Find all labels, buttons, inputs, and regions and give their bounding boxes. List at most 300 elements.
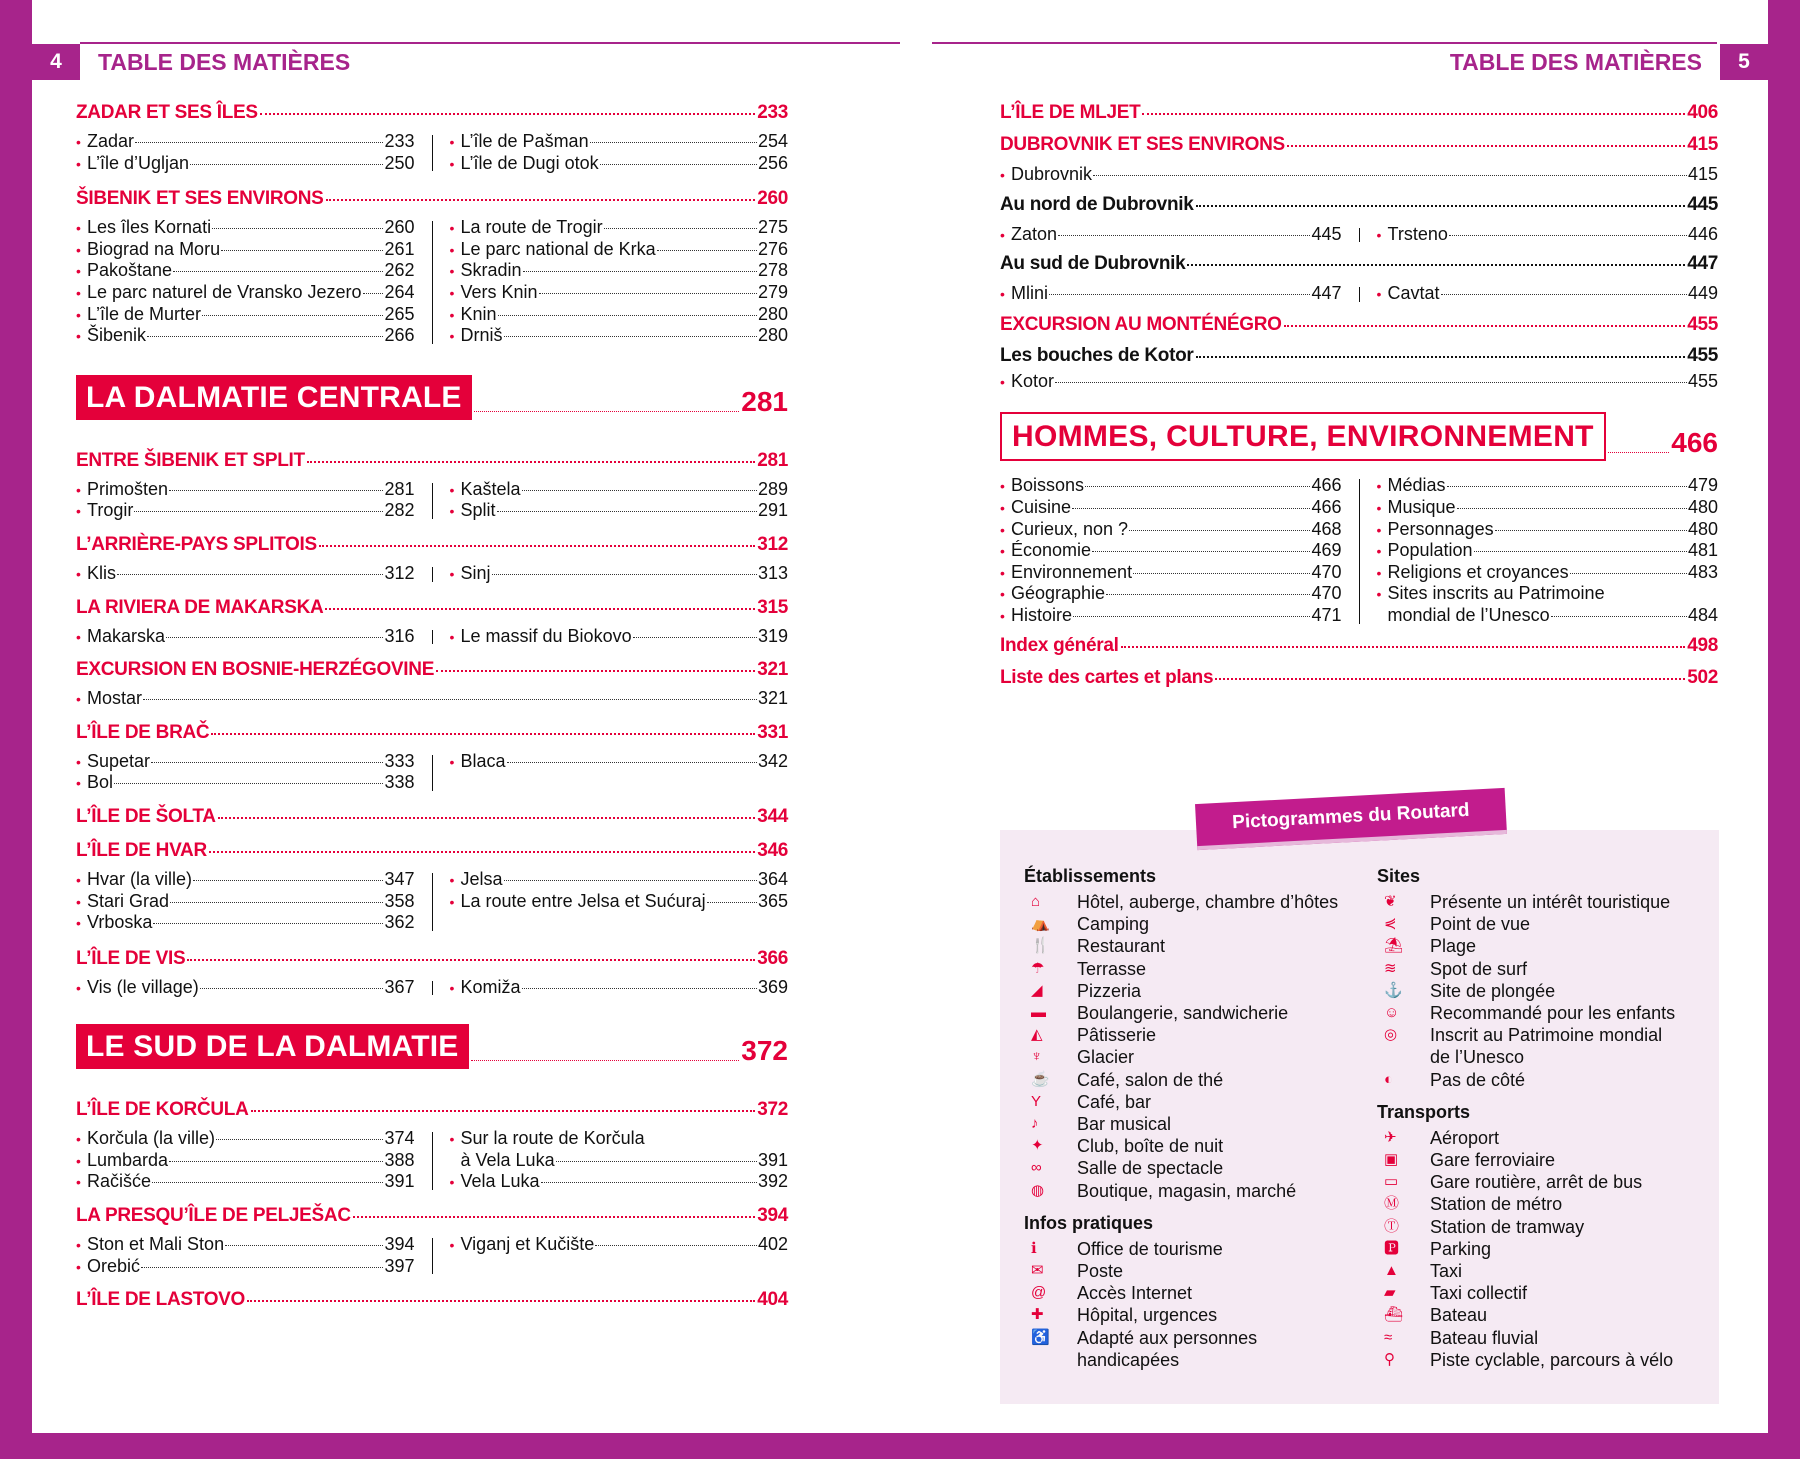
patisserie-icon: ◭ [1031,1026,1043,1044]
entry-page: 233 [384,131,415,151]
bullet: • [1376,543,1382,560]
leader-dots [1129,530,1310,531]
column-separator [432,567,433,582]
leader-dots [1284,325,1686,327]
entry-page: 250 [384,152,415,173]
toc-entry[interactable] [76,563,415,585]
part-title: HOMMES, CULTURE, ENVIRONNEMENT [1000,412,1606,461]
bullet: • [1000,286,1005,303]
boutique-icon: ◍ [1031,1181,1045,1199]
restaurant-icon: 🍴 [1031,937,1050,955]
leader-dots [1049,294,1310,295]
bullet: • [1376,521,1382,538]
toc-entry[interactable] [1377,583,1719,605]
toc-entry[interactable] [1000,519,1342,541]
leader-dots [307,461,755,463]
toc-entry[interactable] [1377,562,1719,584]
toc-entry[interactable] [450,131,789,153]
toc-section[interactable] [76,722,788,744]
leader-dots [200,988,384,989]
bullet: • [1000,543,1005,560]
entry-title: Račišće [87,1171,152,1192]
bullet: • [1000,607,1005,624]
leader-dots [707,902,757,903]
toc-section[interactable] [76,1289,788,1311]
leader-dots [604,228,757,229]
bullet: • [76,565,81,582]
bullet: • [76,775,81,792]
toc-entry[interactable] [450,153,789,175]
entry-page: 392 [757,1171,788,1192]
entry-page: 265 [384,303,415,324]
toc-part-hommes[interactable] [1000,412,1718,461]
page-number-left: 4 [32,44,80,80]
toc-entry[interactable] [450,891,789,913]
toc-items [1000,164,1718,186]
pictogram-label: Gare ferroviaire [1430,1150,1556,1171]
toc-entry[interactable] [450,239,789,261]
bullet: • [76,915,81,932]
pictogram-entry [1024,1282,1354,1304]
toc-entry[interactable] [76,1256,415,1278]
entry-title: Split [460,500,496,521]
leader-dots [141,1267,383,1268]
leader-dots [1085,486,1310,487]
toc-entry[interactable] [76,282,415,304]
entry-page: 364 [757,868,788,889]
leader-dots [1287,145,1685,147]
leader-dots [166,637,383,638]
leader-dots [170,902,383,903]
entry-page: 471 [1311,604,1342,625]
entry-title: L’île de Pašman [460,131,589,151]
leader-dots [134,511,383,512]
pictos-heading-etablissements: Établissements [1024,866,1157,886]
section-title: Au nord de Dubrovnik [1000,193,1194,215]
toc-entry[interactable] [450,563,789,585]
toc-entry[interactable] [450,869,789,891]
leader-dots [1449,235,1687,236]
camping-icon: ⛺ [1031,915,1050,933]
toc-entry[interactable] [1000,605,1342,627]
pictogram-label: Recommandé pour les enfants [1430,1003,1676,1024]
bullet: • [449,628,455,645]
toc-entry[interactable] [76,131,415,153]
entry-title: mondial de l’Unesco [1387,604,1550,625]
bullet: • [449,481,455,498]
toc-section[interactable] [76,840,788,862]
toc-entry[interactable] [1377,497,1719,519]
entry-page: 391 [384,1171,415,1192]
toc-section-dubrovnik[interactable] [1000,134,1718,156]
section-title: Index général [1000,634,1119,656]
pictogram-label: Terrasse [1077,958,1147,979]
leader-dots [556,1161,757,1162]
handicap-icon: ♿ [1031,1328,1050,1346]
part-page: 372 [741,1035,788,1067]
leader-dots [153,923,383,924]
pictogram-label: de l’Unesco [1430,1047,1525,1068]
entry-page: 374 [384,1128,415,1149]
pas-de-cote-icon: ◐ [1384,1070,1394,1088]
bullet: • [76,979,81,996]
entry-page: 319 [757,625,788,646]
entry-title: La route de Trogir [460,217,603,238]
entry-page: 342 [757,750,788,771]
toc-entry[interactable] [1000,540,1342,562]
toc-entry[interactable] [1000,164,1718,186]
entry-page: 369 [757,976,788,997]
toc-items [76,1128,788,1193]
entry-page: 261 [384,238,415,259]
header-title-left: TABLE DES MATIÈRES [98,48,351,75]
entry-title: Mostar [87,688,143,709]
toc-entry[interactable] [450,325,789,347]
leader-dots [1474,551,1687,552]
pictogram-entry [1377,1238,1707,1260]
toc-entry[interactable] [450,500,789,522]
pictogram-entry [1024,1304,1354,1326]
entry-page: 479 [1687,475,1718,496]
pictogram-entry [1024,1327,1354,1349]
toc-items [76,869,788,934]
entry-title: Géographie [1011,583,1106,604]
entry-title: Musique [1387,496,1456,517]
internet-icon: @ [1031,1284,1047,1302]
leader-dots [143,699,757,700]
bullet: • [1000,499,1005,516]
entry-title: Blaca [460,750,506,771]
pictogram-label: Présente un intérêt touristique [1430,892,1671,912]
toc-entry[interactable] [76,479,415,501]
section-title: ZADAR ET SES ÎLES [76,102,258,123]
bullet: • [449,263,455,280]
bullet: • [1000,226,1005,243]
toc-entry[interactable] [450,1150,789,1172]
section-page: 344 [757,805,788,827]
entry-page: 365 [757,890,788,911]
column-separator [432,483,433,519]
toc-entry[interactable] [76,325,415,347]
hotel-icon: ⌂ [1031,893,1041,910]
toc-entry[interactable] [76,977,415,999]
leader-dots [1072,508,1310,509]
bullet: • [76,1174,81,1191]
entry-page: 278 [757,260,788,281]
right-margin-band [1768,0,1800,1459]
pictogram-label: Adapté aux personnes [1077,1327,1258,1348]
toc-section[interactable] [76,1205,788,1227]
toc-section[interactable] [76,806,788,828]
leader-dots [1570,573,1687,574]
entry-page: 469 [1311,540,1342,561]
leader-dots [225,1245,383,1246]
interet-icon: ❦ [1384,893,1397,910]
entry-page: 289 [757,478,788,499]
toc-entry[interactable] [450,1234,789,1256]
bullet: • [1376,286,1382,303]
train-icon: ▣ [1384,1151,1399,1169]
header-rule-right [932,42,1717,44]
entry-title: Boissons [1011,475,1085,496]
pictogram-entry [1377,1069,1707,1091]
toc-entry[interactable] [76,626,415,648]
toc-entry[interactable] [1000,224,1342,246]
toc-subsection-sud[interactable] [1000,253,1718,275]
entry-title: Médias [1387,475,1446,496]
toc-entry[interactable] [76,304,415,326]
toc-section[interactable] [76,1099,788,1121]
toc-part[interactable] [76,1024,788,1069]
toc-entry[interactable] [1000,475,1342,497]
bullet: • [1000,564,1005,581]
toc-entry[interactable] [450,1171,789,1193]
entry-title: à Vela Luka [460,1149,555,1170]
toc-entry[interactable] [76,500,415,522]
pictos-left-column [1024,865,1354,1371]
entry-title: Pakoštane [87,260,173,281]
pictogram-label: Restaurant [1077,936,1166,957]
entry-title: Trogir [87,500,134,521]
entry-page: 447 [1311,283,1342,304]
toc-entry[interactable] [1377,475,1719,497]
entry-page: 275 [757,217,788,238]
toc-section-index[interactable] [1000,635,1718,657]
section-page: 321 [757,659,788,681]
toc-items [1000,475,1718,626]
pictogram-label: Boutique, magasin, marché [1077,1180,1297,1201]
entry-page: 291 [757,500,788,521]
toc-entry[interactable] [450,1128,789,1150]
entry-title: Cavtat [1387,283,1440,304]
section-page: 498 [1687,634,1718,656]
leader-dots [1551,616,1687,617]
leader-dots [595,1245,757,1246]
bullet: • [449,1131,455,1148]
section-title: Liste des cartes et plans [1000,666,1214,688]
leader-dots [216,1139,383,1140]
toc-entry[interactable] [76,1234,415,1256]
section-page: 312 [757,533,788,555]
toc-entry[interactable] [76,891,415,913]
toc-entry[interactable] [450,217,789,239]
pictogram-entry [1377,958,1707,980]
bullet: • [76,220,81,237]
leader-dots [147,336,383,337]
entry-page: 415 [1687,164,1718,184]
toc-entry[interactable] [76,751,415,773]
entry-title: L’île de Dugi otok [460,152,599,173]
club-icon: ✦ [1031,1137,1044,1155]
pictogram-entry [1377,1349,1707,1371]
part-page: 466 [1671,427,1718,459]
pictogram-label: Site de plongée [1430,980,1556,1001]
pictos-heading-transports: Transports [1377,1101,1471,1122]
column-separator [432,981,433,996]
pictogram-label: Gare routière, arrêt de bus [1430,1172,1643,1193]
toc-entry[interactable] [76,153,415,175]
pictogram-entry [1377,1046,1707,1068]
entry-page: 446 [1687,223,1718,244]
leader-dots [319,545,755,547]
leader-dots [152,1182,383,1183]
column-separator [1359,228,1360,243]
toc-entry[interactable] [1000,583,1342,605]
toc-section-cartes[interactable] [1000,667,1718,689]
column-separator [432,873,433,931]
toc-entry[interactable] [1000,497,1342,519]
pictogram-entry [1024,1091,1354,1113]
bullet: • [1376,499,1382,516]
leader-dots [1092,551,1310,552]
taxi-collectif-icon: ▰ [1384,1284,1396,1302]
leader-dots [600,164,757,165]
leader-dots [507,762,757,763]
leader-dots [325,608,755,610]
toc-entry[interactable] [76,912,415,934]
header-rule-left [80,42,900,44]
tram-icon: Ⓣ [1384,1217,1400,1235]
toc-entry[interactable] [76,260,415,282]
entry-title: Primošten [87,478,169,499]
pictogram-entry [1024,935,1354,957]
toc-entry[interactable] [1377,605,1719,627]
leader-dots [135,142,383,143]
leader-dots [1495,530,1687,531]
glacier-icon: ♆ [1031,1048,1043,1066]
entry-title: Biograd na Moru [87,238,221,259]
bullet: • [449,565,455,582]
leader-dots [151,762,383,763]
toc-entry[interactable] [76,1150,415,1172]
surf-icon: ≋ [1384,959,1397,977]
bullet: • [1376,478,1382,495]
entry-title: Histoire [1011,604,1073,625]
bar-musical-icon: ♪ [1031,1115,1039,1133]
toc-section[interactable] [76,102,788,124]
leader-dots [539,293,757,294]
bullet: • [449,220,455,237]
section-title: L’ÎLE DE HVAR [76,839,207,861]
column-separator [432,1238,433,1274]
entry-title: Zaton [1011,223,1058,244]
leader-dots [221,250,383,251]
entry-title: La route entre Jelsa et Sućuraj [460,890,706,911]
section-title: EXCURSION AU MONTÉNÉGRO [1000,313,1282,335]
pictogram-entry [1377,891,1707,913]
bateau-fluvial-icon: ≈ [1384,1328,1393,1346]
entry-title: Šibenik [87,325,147,346]
entry-page: 264 [384,281,415,302]
toc-section[interactable] [76,597,788,619]
entry-page: 276 [757,238,788,259]
entry-page: 445 [1311,223,1342,244]
toc-entry[interactable] [450,751,789,773]
toc-entry[interactable] [1377,540,1719,562]
pictogram-label: Accès Internet [1077,1283,1193,1304]
toc-entry[interactable] [1377,224,1719,246]
toc-entry[interactable] [76,239,415,261]
section-page: 331 [757,721,788,743]
toc-subsection-kotor[interactable] [1000,345,1718,367]
entry-title: Le parc naturel de Vransko Jezero [87,281,362,302]
entry-title: Cuisine [1011,496,1072,517]
toc-entry[interactable] [1000,562,1342,584]
toc-section[interactable] [76,948,788,970]
toc-items [1000,224,1718,246]
toc-entry[interactable] [450,260,789,282]
leader-dots [218,817,755,819]
entry-page: 455 [1687,370,1718,391]
toc-section[interactable] [76,188,788,210]
toc-entry[interactable] [450,626,789,648]
toc-section[interactable] [76,659,788,681]
section-page: 394 [757,1205,788,1227]
leader-dots [173,271,383,272]
entry-page: 279 [757,281,788,302]
leader-dots [1215,678,1685,680]
toc-entry[interactable] [76,772,415,794]
entry-title: L’île de Murter [87,303,202,324]
bullet: • [449,134,455,150]
entry-page: 449 [1687,283,1718,304]
toc-entry[interactable] [76,688,788,710]
entry-title: Curieux, non ? [1011,518,1129,539]
toc-entry[interactable] [1377,519,1719,541]
toc-entry[interactable] [1377,283,1719,305]
section-page: 404 [757,1289,788,1311]
leader-dots [1073,616,1310,617]
toc-items [1000,283,1718,305]
entry-title: Jelsa [460,868,503,889]
toc-entry[interactable] [450,304,789,326]
entry-title: Économie [1011,540,1092,561]
toc-section[interactable] [76,534,788,556]
pictogram-entry [1377,1171,1707,1193]
toc-entry[interactable] [450,479,789,501]
bullet: • [449,155,455,172]
part-title: LE SUD DE LA DALMATIE [76,1024,469,1069]
entry-page: 358 [384,890,415,911]
section-page: 455 [1687,344,1718,366]
toc-section-montenegro[interactable] [1000,314,1718,336]
toc-entry[interactable] [1000,371,1718,393]
toc-entry[interactable] [76,217,415,239]
info-icon: ℹ [1031,1239,1037,1257]
pictogram-entry [1024,1238,1354,1260]
toc-section-mljet[interactable] [1000,102,1718,124]
entry-page: 347 [384,868,415,889]
toc-entry[interactable] [76,869,415,891]
toc-entry[interactable] [450,282,789,304]
spectacle-icon: ∞ [1031,1159,1042,1177]
toc-part[interactable] [76,375,788,420]
section-page: 502 [1687,666,1718,688]
pictogram-label: Café, salon de thé [1077,1069,1224,1090]
pictogram-label: Hôtel, auberge, chambre d’hôtes [1077,892,1339,912]
toc-entry[interactable] [76,1128,415,1150]
section-title: EXCURSION EN BOSNIE-HERZÉGOVINE [76,659,435,681]
section-title: ENTRE ŠIBENIK ET SPLIT [76,449,305,471]
pictogram-entry [1024,1349,1354,1371]
toc-entry[interactable] [450,977,789,999]
toc-entry[interactable] [76,1171,415,1193]
left-page-header [32,45,350,79]
toc-section[interactable] [76,450,788,472]
toc-subsection-nord[interactable] [1000,194,1718,216]
leader-dots [1106,594,1310,595]
toc-entry[interactable] [1000,283,1342,305]
